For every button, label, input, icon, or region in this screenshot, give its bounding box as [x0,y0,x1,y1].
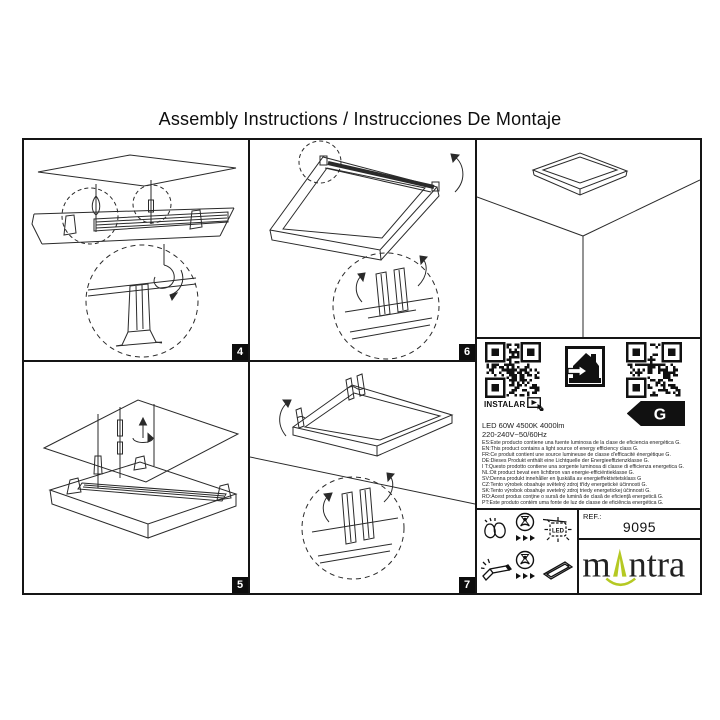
wait-time-icon [513,550,537,582]
led-icon-label: LED [552,528,564,535]
reference-cell [579,510,700,538]
spec-voltage: 220-240V~50/60Hz [482,430,547,439]
language-notice-line: FR:Ce produit contient une source lumineuse de classe d'efficacité énergétique G. [482,452,671,458]
language-notice-line: PT:Este produto contém uma fonte de luz de classe de eficiência energética G. [482,500,664,506]
language-notice-line: SV:Denna produkt innehåller en ljuskälla av energieffektivitetsklass G [482,476,642,482]
wait-time-icon [513,512,537,544]
step-number-badge: 4 [232,344,248,360]
handle-strip-icon [480,554,512,584]
instalar-row [484,397,544,411]
led-driver-icon [541,556,575,582]
mantra-logo [581,542,699,592]
product-specs [482,421,565,439]
drawing-recessed-panel-ceiling [477,140,700,337]
instruction-grid [22,138,702,595]
panel-step-5 [24,362,248,593]
panel-installed-result [477,140,700,337]
language-notice-line: RO:Acest produs conţine o sursă de lumină de clasă de eficienţă energetică G. [482,494,664,500]
indoor-use-icon [565,346,605,387]
ref-label: REF.: [583,512,602,521]
ref-value: 9095 [622,519,657,535]
language-notice-line: NL:Dit product bevat een lichtbron van energie-efficiëntieklasse G. [482,470,635,476]
language-notices [482,440,684,506]
install-video-icon [527,397,544,411]
panel-step-6 [250,140,475,360]
drawing-spring-clips [250,362,475,593]
handling-pictograms [477,510,577,593]
instalar-label: INSTALAR [484,399,526,409]
brand-suffix: ntra [627,543,685,585]
language-notice-line: EN:This product contains a light source of energy efficiency class G. [482,446,639,452]
step-number-badge: 6 [459,344,475,360]
qr-code-product [626,342,682,398]
brand-caret [613,548,626,576]
step-number-badge: 5 [232,577,248,593]
panel-step-7 [250,362,475,593]
language-notice-line: I T:Questo prodotto contiene una sorgente luminosa di classe di efficienza energetica G. [482,464,684,470]
drawing-rod-adjustment [24,362,248,593]
energy-class-letter: G [653,406,667,424]
drawing-rotate-clips [250,140,475,360]
qr-code-install [485,342,541,398]
panel-product-info [477,339,700,593]
drawing-suspension-hook [24,140,248,360]
energy-class-label [627,401,685,426]
brand-cell [579,540,700,593]
step-number-badge: 7 [459,577,475,593]
language-notice-line: DE:Dieses Produkt enthält eine Lichtquelle der Energieeffizienzklasse G. [482,458,650,464]
spec-led: LED 60W 4500K 4000lm [482,421,565,430]
gloves-icon [482,516,510,542]
language-notice-line: SK:Tento výrobok obsahuje svetelný zdroj triedy energetickej účinnosti G. [482,488,651,494]
page-title: Assembly Instructions / Instrucciones De Montaje [158,109,562,129]
led-light-icon [543,516,573,544]
panel-step-4 [24,140,248,360]
language-notice-line: ES:Este producto contiene una fuente luminosa de la clase de eficiencia energética G. [482,440,681,446]
brand-prefix: m [581,543,611,585]
language-notice-line: CZ:Tento výrobek obsahuje světelný zdroj třídy energetické účinnosti G. [482,482,647,488]
